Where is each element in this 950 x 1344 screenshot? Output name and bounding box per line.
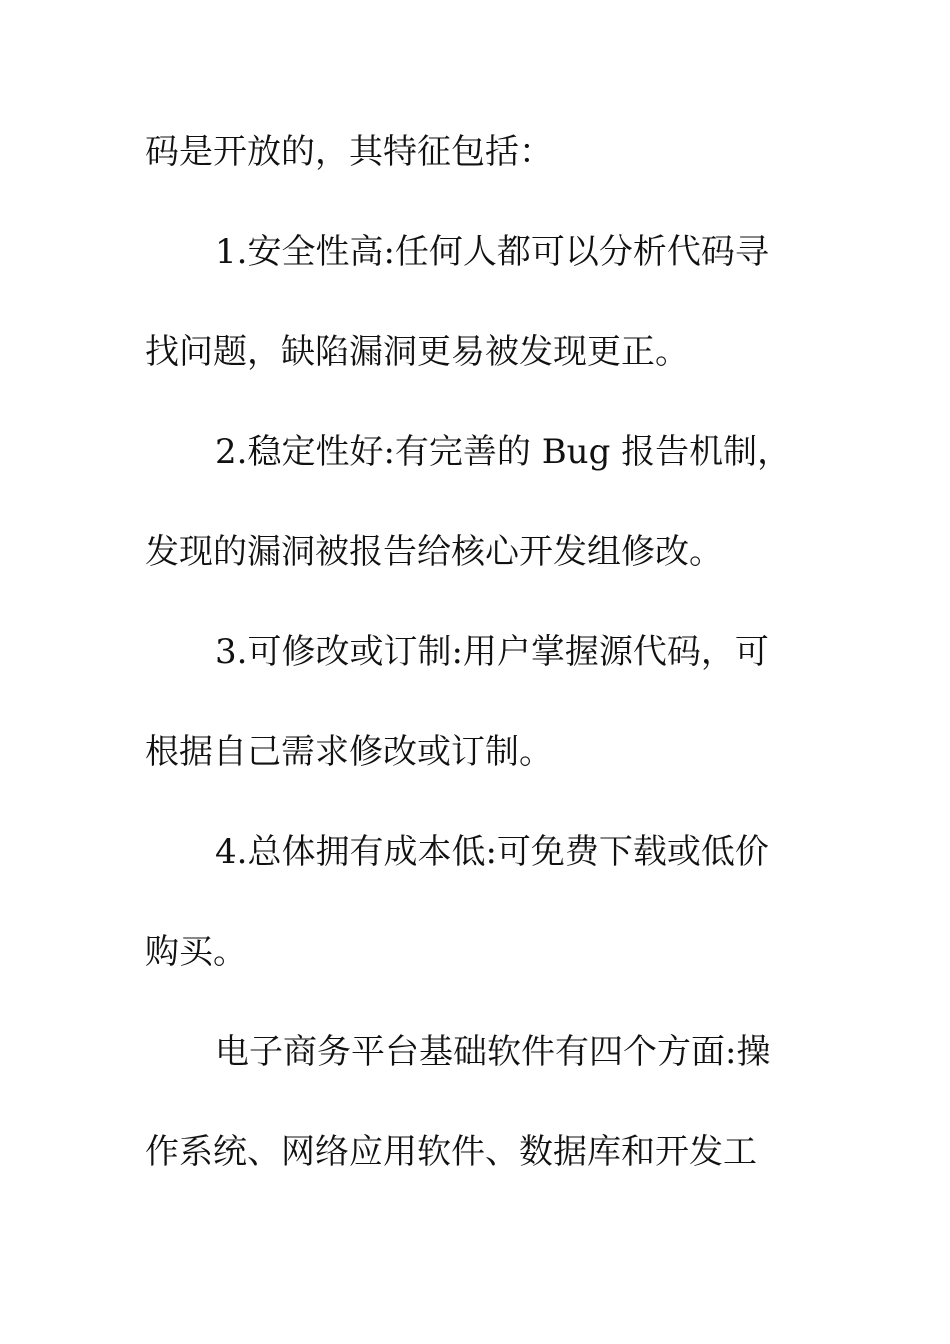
list-item-2-line-2: 发现的漏洞被报告给核心开发组修改。 [145, 532, 723, 572]
text-line-1: 码是开放的，其特征包括： [145, 132, 553, 172]
list-item-3-line-2: 根据自己需求修改或订制。 [145, 732, 553, 772]
list-item-3-line-1: 3.可修改或订制:用户掌握源代码，可 [215, 632, 769, 672]
list-item-1-line-2: 找问题，缺陷漏洞更易被发现更正。 [145, 332, 689, 372]
list-item-4-line-1: 4.总体拥有成本低:可免费下载或低价 [215, 832, 769, 872]
list-item-4-line-2: 购买。 [145, 932, 247, 972]
paragraph-line-1: 电子商务平台基础软件有四个方面:操 [215, 1032, 771, 1072]
list-item-1-line-1: 1.安全性高:任何人都可以分析代码寻 [215, 232, 769, 272]
list-item-2-line-1: 2.稳定性好:有完善的 Bug 报告机制， [215, 432, 792, 472]
paragraph-line-2: 作系统、网络应用软件、数据库和开发工 [145, 1132, 757, 1172]
